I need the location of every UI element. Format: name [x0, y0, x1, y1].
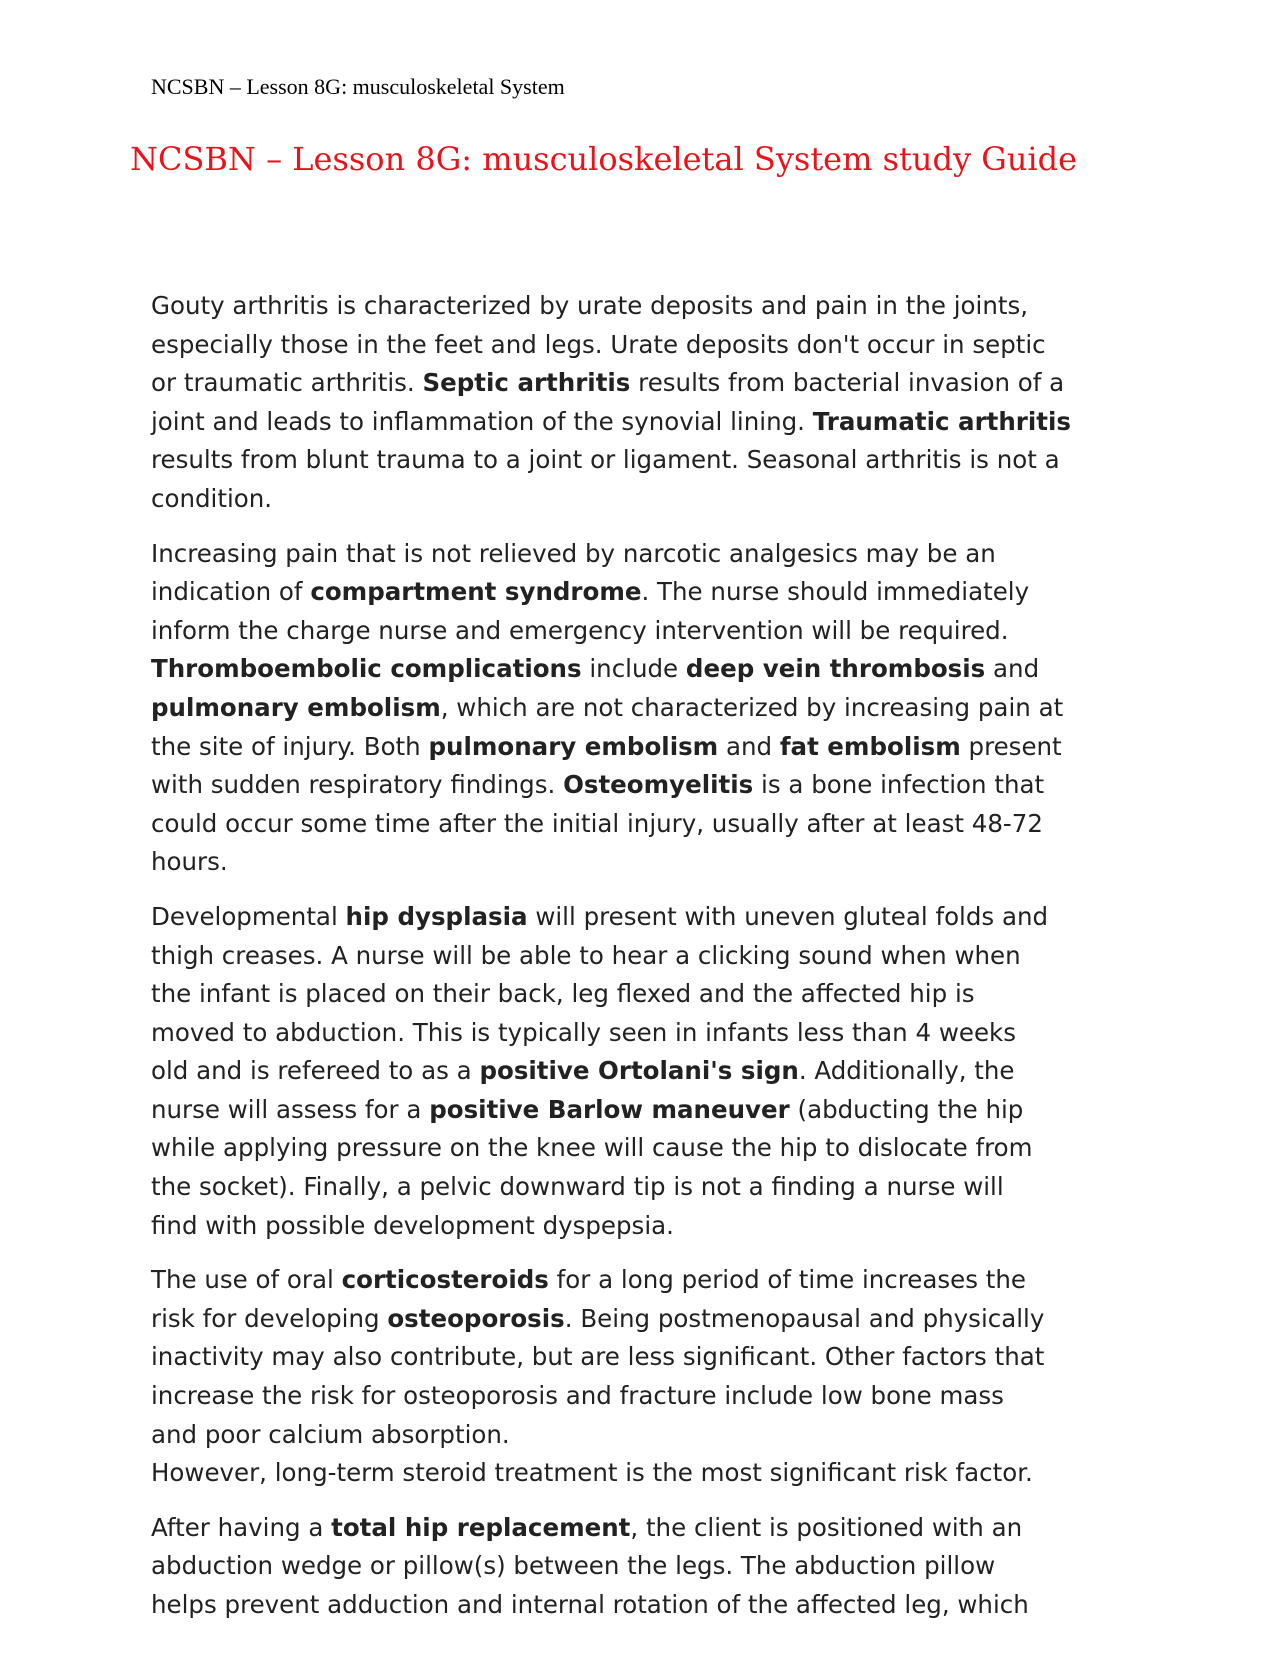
bold-term: pulmonary embolism — [428, 731, 719, 761]
text-run: the site of injury. Both — [151, 731, 429, 761]
bold-term: positive Barlow maneuver — [429, 1094, 790, 1124]
text-run: the socket). Finally, a pelvic downward tip is not a finding a nurse will — [151, 1172, 1004, 1202]
text-run: will present with uneven gluteal folds and — [527, 901, 1049, 931]
bold-term: Traumatic arthritis — [812, 406, 1071, 436]
text-run: and poor calcium absorption. — [151, 1419, 510, 1449]
text-line — [151, 1377, 1151, 1416]
text-line — [151, 1207, 1151, 1246]
text-line — [151, 1300, 1151, 1339]
text-run: is a bone infection that — [753, 770, 1045, 800]
text-run: present — [960, 731, 1062, 761]
text-run: especially those in the feet and legs. Urate deposits don't occur in septic — [151, 329, 1046, 359]
text-run: , which are not characterized by increasing pain at — [440, 692, 1064, 722]
text-line — [151, 1586, 1151, 1625]
text-run: indication of — [151, 577, 311, 607]
text-run: while applying pressure on the knee will cause the hip to dislocate from — [151, 1133, 1033, 1163]
text-run: abduction wedge or pillow(s) between the legs. The abduction pillow — [151, 1551, 996, 1581]
text-line — [151, 573, 1151, 612]
text-run: thigh creases. A nurse will be able to hear a clicking sound when when — [151, 940, 1021, 970]
bold-term: positive Ortolani's sign — [479, 1056, 799, 1086]
text-run: nurse will assess for a — [151, 1094, 430, 1124]
text-line — [151, 1014, 1151, 1053]
bold-term: osteoporosis — [387, 1303, 565, 1333]
text-run: helps prevent adduction and internal rotation of the affected leg, which — [151, 1590, 1029, 1619]
text-line — [151, 689, 1151, 728]
text-run: inform the charge nurse and emergency intervention will be required. — [151, 615, 1009, 645]
text-line — [151, 441, 1151, 480]
text-line — [151, 898, 1151, 937]
text-run: old and is refereed to as a — [151, 1056, 480, 1086]
text-run: and — [718, 731, 780, 761]
text-line — [151, 612, 1151, 651]
text-run: After having a — [151, 1512, 332, 1542]
document-title: NCSBN – Lesson 8G: musculoskeletal System study Guide — [130, 140, 1078, 178]
text-line — [151, 535, 1151, 574]
text-run: increase the risk for osteoporosis and fracture include low bone mass — [151, 1381, 1004, 1411]
text-line — [151, 1338, 1151, 1377]
paragraph — [151, 287, 1151, 519]
text-run: results from blunt trauma to a joint or ligament. Seasonal arthritis is not a — [151, 445, 1060, 475]
text-line — [151, 1168, 1151, 1207]
text-line — [151, 1129, 1151, 1168]
bold-term: hip dysplasia — [345, 901, 528, 931]
text-run: include — [581, 654, 686, 684]
text-line — [151, 805, 1151, 844]
text-line — [151, 1547, 1151, 1586]
text-run: inactivity may also contribute, but are less significant. Other factors that — [151, 1342, 1045, 1372]
paragraph — [151, 1509, 1151, 1625]
text-line — [151, 937, 1151, 976]
text-line — [151, 975, 1151, 1014]
paragraph — [151, 898, 1151, 1245]
text-line — [151, 1416, 1151, 1455]
text-run: However, long-term steroid treatment is the most significant risk factor. — [151, 1458, 1033, 1488]
bold-term: compartment syndrome — [310, 577, 642, 607]
paragraph — [151, 1261, 1151, 1493]
running-header: NCSBN – Lesson 8G: musculoskeletal System — [151, 74, 565, 99]
text-line — [151, 843, 1151, 882]
text-run: joint and leads to inflammation of the synovial lining. — [151, 406, 813, 436]
bold-term: corticosteroids — [341, 1265, 549, 1295]
text-run: . The nurse should immediately — [641, 577, 1030, 607]
text-line — [151, 650, 1151, 689]
text-line — [151, 1052, 1151, 1091]
text-run: risk for developing — [151, 1303, 388, 1333]
text-run: find with possible development dyspepsia. — [151, 1210, 674, 1240]
bold-term: total hip replacement — [331, 1512, 631, 1542]
text-run: Gouty arthritis is characterized by urate deposits and pain in the joints, — [151, 291, 1029, 320]
text-run: . Being postmenopausal and physically — [564, 1303, 1045, 1333]
bold-term: fat embolism — [779, 731, 961, 761]
text-line — [151, 403, 1151, 442]
text-run: could occur some time after the initial injury, usually after at least 48-72 — [151, 808, 1043, 838]
text-line — [151, 1509, 1151, 1548]
text-line — [151, 326, 1151, 365]
bold-term: deep vein thrombosis — [685, 654, 986, 684]
text-run: condition. — [151, 483, 273, 513]
text-run: The use of oral — [151, 1265, 342, 1295]
text-line — [151, 1261, 1151, 1300]
text-line — [151, 480, 1151, 519]
text-run: results from bacterial invasion of a — [630, 368, 1065, 398]
bold-term: Septic arthritis — [422, 368, 631, 398]
text-run: hours. — [151, 847, 228, 877]
text-line — [151, 1091, 1151, 1130]
text-run: , the client is positioned with an — [630, 1512, 1023, 1542]
text-run: the infant is placed on their back, leg flexed and the affected hip is — [151, 979, 975, 1009]
text-run: with sudden respiratory findings. — [151, 770, 564, 800]
text-line — [151, 728, 1151, 767]
text-line — [151, 287, 1151, 326]
text-run: moved to abduction. This is typically seen in infants less than 4 weeks — [151, 1017, 1017, 1047]
text-line — [151, 766, 1151, 805]
bold-term: pulmonary embolism — [151, 692, 441, 722]
text-run: (abducting the hip — [789, 1094, 1024, 1124]
text-run: or traumatic arthritis. — [151, 368, 423, 398]
text-run: for a long period of time increases the — [548, 1265, 1026, 1295]
text-line — [151, 1454, 1151, 1493]
document-body — [151, 287, 1151, 1641]
text-run: Developmental — [151, 901, 346, 931]
text-run: and — [985, 654, 1040, 684]
text-run: Increasing pain that is not relieved by narcotic analgesics may be an — [151, 538, 996, 568]
paragraph — [151, 535, 1151, 882]
bold-term: Osteomyelitis — [563, 770, 754, 800]
bold-term: Thromboembolic complications — [151, 654, 582, 684]
text-line — [151, 364, 1151, 403]
text-run: . Additionally, the — [798, 1056, 1015, 1086]
